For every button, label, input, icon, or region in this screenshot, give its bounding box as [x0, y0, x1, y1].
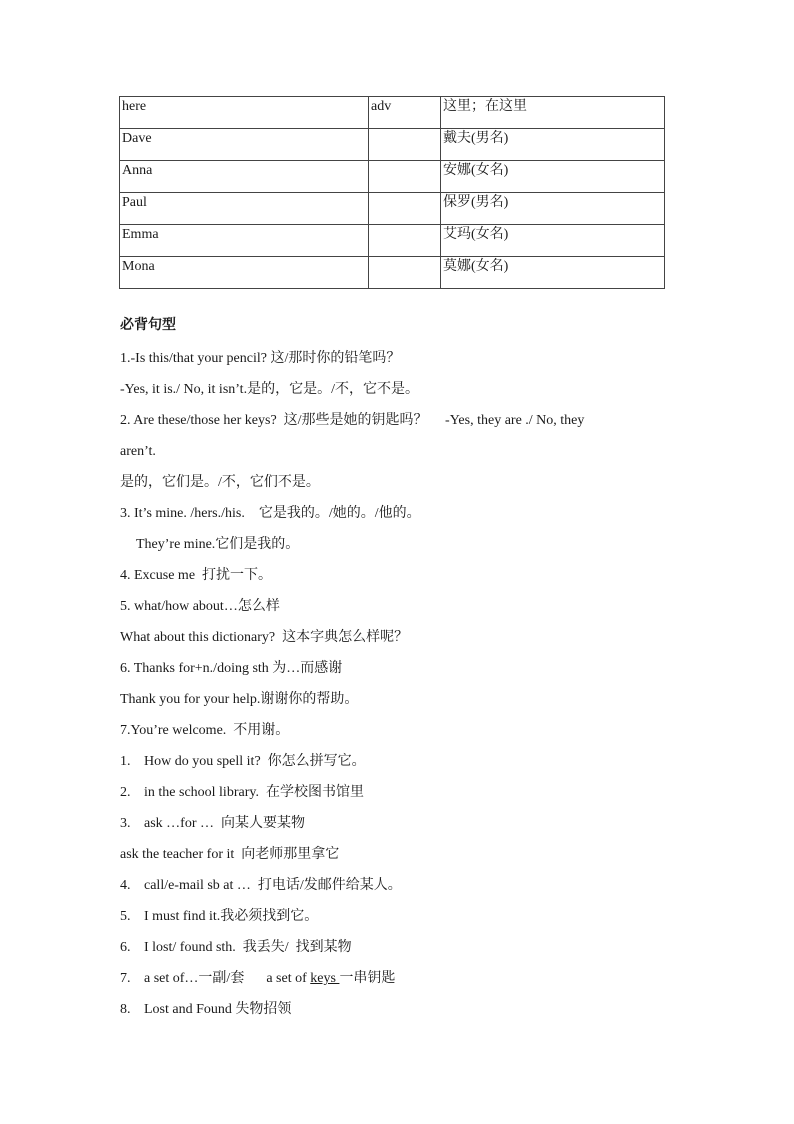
sentence-line: 3. It’s mine. /hers./his. 它是我的。/她的。/他的。: [120, 506, 421, 521]
sentence-line: 7.You’re welcome. 不用谢。: [120, 723, 290, 738]
word-cell: Paul: [120, 193, 369, 225]
sentence-line: Thank you for your help.谢谢你的帮助。: [120, 692, 359, 707]
list-item: [120, 901, 680, 932]
underlined-word: keys: [310, 971, 340, 986]
meaning-cell: 莫娜(女名): [441, 257, 665, 289]
sentence-line: 4. Excuse me 打扰一下。: [120, 568, 273, 583]
table-row: [120, 225, 665, 257]
table-row: [120, 193, 665, 225]
word-cell: here: [120, 97, 369, 129]
list-text: ask …for … 向某人要某物: [144, 816, 305, 831]
pos-cell: [369, 129, 441, 161]
sentence-line: -Yes, it is./ No, it isn’t.是的，它是。/不，它不是。: [120, 382, 419, 397]
sentence-line: They’re mine.它们是我的。: [136, 537, 300, 552]
sentence-line: 2. Are these/those her keys? 这/那些是她的钥匙吗？ -Yes, they are ./ No, they: [120, 413, 585, 428]
section-heading: 必背句型: [120, 318, 176, 333]
word-cell: Emma: [120, 225, 369, 257]
sentence-line: 6. Thanks for+n./doing sth 为…而感谢: [120, 661, 343, 676]
pos-cell: [369, 225, 441, 257]
list-text: a set of: [266, 971, 311, 986]
table-row: [120, 257, 665, 289]
list-text: a set of…一副/套: [144, 971, 245, 986]
list-number: 5.: [120, 909, 131, 924]
meaning-cell: 这里；在这里: [441, 97, 665, 129]
meaning-cell: 保罗(男名): [441, 193, 665, 225]
sentence-line: What about this dictionary? 这本字典怎么样呢？: [120, 630, 409, 645]
meaning-cell: 戴夫(男名): [441, 129, 665, 161]
sentence-line: aren’t.: [120, 444, 156, 459]
list-item: [120, 777, 680, 808]
pos-cell: [369, 161, 441, 193]
list-text: Lost and Found 失物招领: [144, 1002, 292, 1017]
key-sentences-section: [120, 312, 680, 1025]
word-cell: Dave: [120, 129, 369, 161]
list-text: call/e-mail sb at … 打电话/发邮件给某人。: [144, 878, 402, 893]
list-item: [120, 746, 680, 777]
list-text: I lost/ found sth. 我丢失/ 找到某物: [144, 940, 352, 955]
list-item: [120, 932, 680, 963]
meaning-cell: 安娜(女名): [441, 161, 665, 193]
list-item: [120, 994, 680, 1025]
pos-cell: [369, 193, 441, 225]
list-number: 6.: [120, 940, 131, 955]
list-text: 一串钥匙: [339, 971, 396, 986]
vocab-table: [119, 96, 665, 289]
list-text: in the school library. 在学校图书馆里: [144, 785, 364, 800]
pos-cell: adv: [369, 97, 441, 129]
sentence-line: 1.-Is this/that your pencil? 这/那时你的铅笔吗？: [120, 351, 401, 366]
list-item: [120, 963, 680, 994]
list-number: 1.: [120, 754, 131, 769]
word-cell: Anna: [120, 161, 369, 193]
table-row: [120, 129, 665, 161]
table-row: [120, 161, 665, 193]
list-number: 4.: [120, 878, 131, 893]
sentence-line: 是的，它们是。/不，它们不是。: [120, 475, 320, 490]
list-number: 2.: [120, 785, 131, 800]
sentence-line: 5. what/how about…怎么样: [120, 599, 280, 614]
word-cell: Mona: [120, 257, 369, 289]
sentence-line: ask the teacher for it 向老师那里拿它: [120, 847, 340, 862]
list-text: I must find it.我必须找到它。: [144, 909, 319, 924]
list-text: How do you spell it? 你怎么拼写它。: [144, 754, 366, 769]
list-number: 7.: [120, 971, 131, 986]
list-item: [120, 870, 680, 901]
meaning-cell: 艾玛(女名): [441, 225, 665, 257]
list-item: [120, 808, 680, 839]
list-number: 8.: [120, 1002, 131, 1017]
pos-cell: [369, 257, 441, 289]
list-number: 3.: [120, 816, 131, 831]
table-row: [120, 97, 665, 129]
